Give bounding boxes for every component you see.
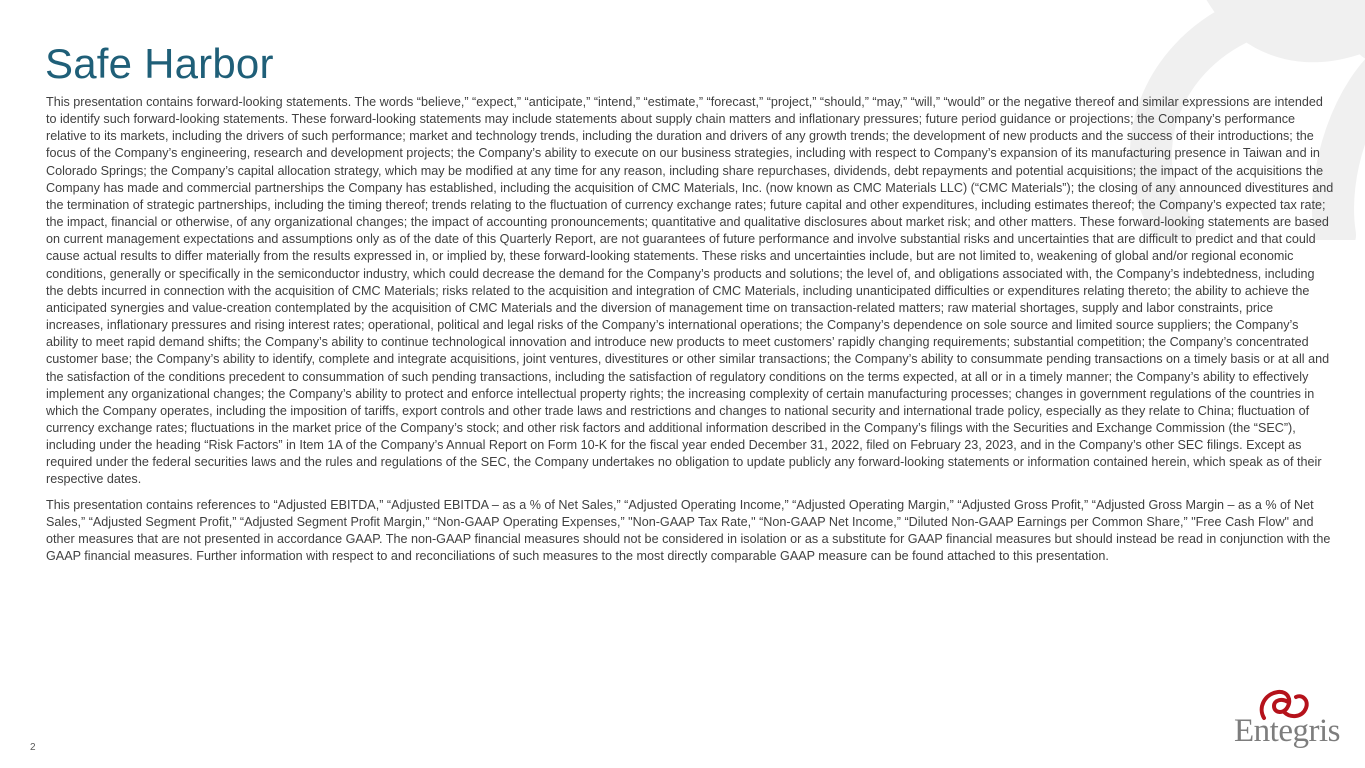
non-gaap-measures-paragraph: This presentation contains references to “Adjusted EBITDA,” “Adjusted EBITDA – as a % of Net Sales,” “Adjusted Operating Income,” “Adjusted Operating Margin,” “Adjusted Gross Profit,” “Adjusted Gross Margin – as a % of Net Sales,” “Adjusted Segment Profit,” “Adjusted Segment Profit Margin,” “Non-GAAP Operating Expenses,” "Non-GAAP Tax Rate," “Non-GAAP Net Income,” “Diluted Non-GAAP Earnings per Common Share,” "Free Cash Flow" and other measures that are not presented in accordance GAAP. The non-GAAP financial measures should not be considered in isolation or as a substitute for GAAP financial measures but should instead be read in conjunction with the GAAP financial measures. Further information with respect to and reconciliations of such measures to the most directly comparable GAAP measure can be found attached to this presentation.: [46, 497, 1331, 564]
forward-looking-statements-paragraph: This presentation contains forward-looking statements. The words “believe,” “expect,” “anticipate,” “intend,” “estimate,” “forecast,” “project,” “should,” “may,” “will,” “would” or the negative thereof and similar expressions are intended to identify such forward-looking statements. These forward-looking statements may include statements about supply chain matters and inflationary pressures; future period guidance or projections; the Company’s performance relative to its markets, including the drivers of such performance; market and technology trends, including the duration and drivers of any growth trends; the development of new products and the success of their introductions; the focus of the Company’s engineering, research and development projects; the Company’s ability to execute on our business strategies, including with respect to Company’s expansion of its manufacturing presence in Taiwan and in Colorado Springs; the Company’s capital allocation strategy, which may be modified at any time for any reason, including share repurchases, dividends, debt repayments and potential acquisitions; the impact of the acquisitions the Company has made and commercial partnerships the Company has established, including the acquisition of CMC Materials, Inc. (now known as CMC Materials LLC) (“CMC Materials”); the closing of any announced divestitures and the termination of strategic partnerships, including the timing thereof; trends relating to the fluctuation of currency exchange rates; future capital and other expenditures, including estimates thereof; the Company’s expected tax rate; the impact, financial or otherwise, of any organizational changes; the impact of accounting pronouncements; quantitative and qualitative disclosures about market risk; and other matters. These forward-looking statements are based on current management expectations and assumptions only as of the date of this Quarterly Report, are not guarantees of future performance and involve substantial risks and uncertainties that are difficult to predict and that could cause actual results to differ materially from the results expressed in, or implied by, these forward-looking statements. These risks and uncertainties include, but are not limited to, weakening of global and/or regional economic conditions, generally or specifically in the semiconductor industry, which could decrease the demand for the Company’s products and solutions; the level of, and obligations associated with, the Company’s indebtedness, including the debts incurred in connection with the acquisition of CMC Materials; risks related to the acquisition and integration of CMC Materials, including unanticipated difficulties or expenditures relating thereto; the ability to achieve the anticipated synergies and value-creation contemplated by the acquisition of CMC Materials and the diversion of management time on transaction-related matters; raw material shortages, supply and labor constraints, price increases, inflationary pressures and rising interest rates; operational, political and legal risks of the Company’s international operations; the Company’s dependence on sole source and limited source suppliers; the Company’s ability to meet rapid demand shifts; the Company’s ability to continue technological innovation and introduce new products to meet customers’ rapidly changing requirements; substantial competition; the Company’s concentrated customer base; the Company’s ability to identify, complete and integrate acquisitions, joint ventures, divestitures or other similar transactions; the Company’s ability to consummate pending transactions on a timely basis or at all and the satisfaction of the conditions precedent to consummation of such pending transactions, including the satisfaction of regulatory conditions on the terms expected, at all or in a timely manner; the Company’s ability to effectively implement any organizational changes; the Company’s ability to protect and enforce intellectual property rights; the increasing complexity of certain manufacturing processes; changes in government regulations of the countries in which the Company operates, including the imposition of tariffs, export controls and other trade laws and restrictions and changes to national security and international trade policy, especially as they relate to China; fluctuation of currency exchange rates; fluctuations in the market price of the Company’s stock; and other risk factors and additional information described in the Company’s filings with the Securities and Exchange Commission (the “SEC”), including under the heading “Risk Factors” in Item 1A of the Company’s Annual Report on Form 10-K for the fiscal year ended December 31, 2022, filed on February 23, 2023, and in the Company’s other SEC filings. Except as required under the federal securities laws and the rules and regulations of the SEC, the Company undertakes no obligation to update publicly any forward-looking statements or information contained herein, which speak as of their respective dates.: [46, 95, 1334, 487]
page-number: 2: [30, 742, 36, 753]
disclaimer-body: [46, 94, 1334, 573]
company-logo-wordmark: Entegris: [1234, 713, 1340, 749]
slide-title: Safe Harbor: [45, 40, 274, 87]
